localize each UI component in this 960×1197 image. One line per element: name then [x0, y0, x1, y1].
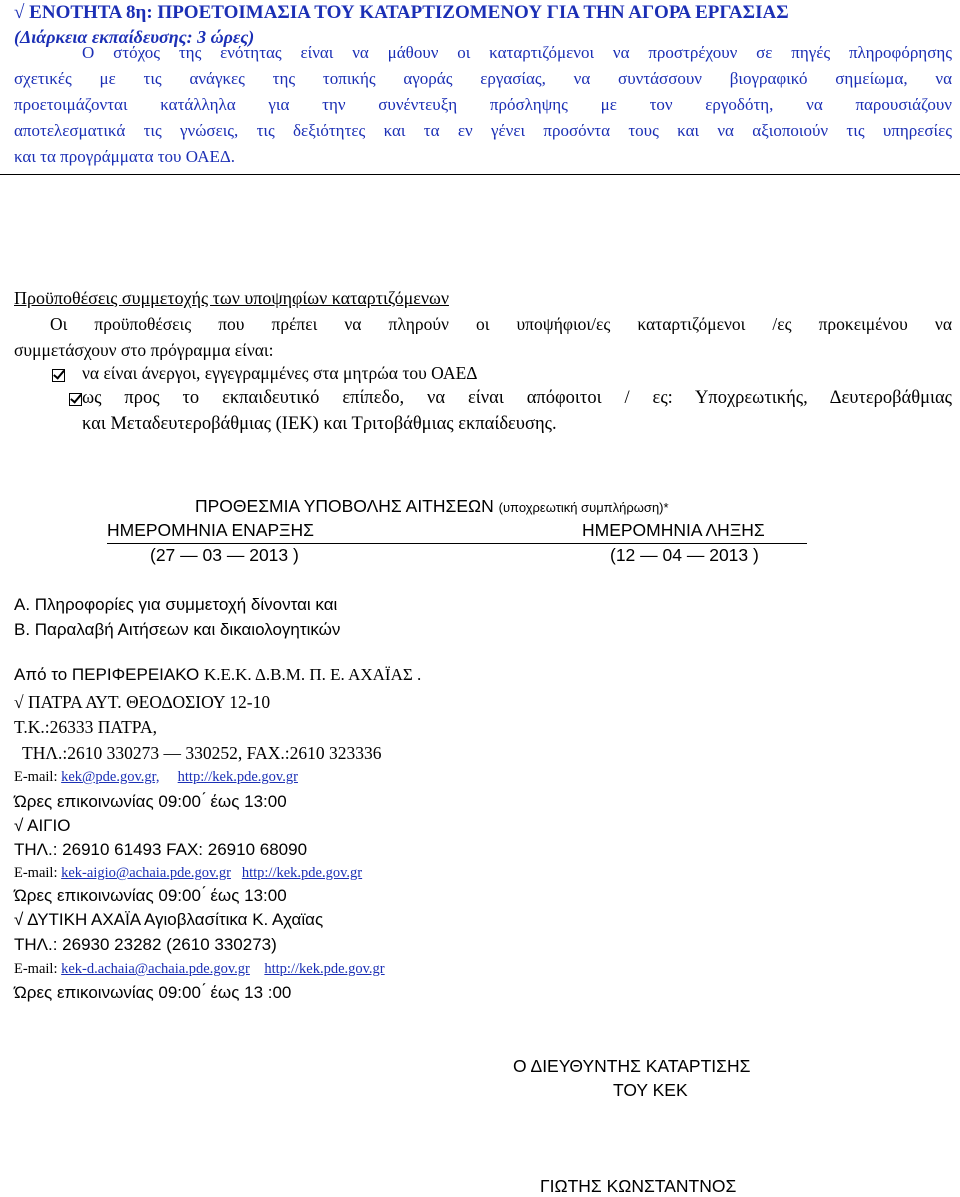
- aigio-title: √ ΑΙΓΙΟ: [14, 816, 71, 835]
- dytiki-web-link[interactable]: http://kek.pde.gov.gr: [264, 961, 385, 977]
- aigio-hours: Ώρες επικοινωνίας 09:00 ́ έως 13:00: [14, 886, 287, 905]
- requirements-heading: Προϋποθέσεις συμμετοχής των υποψηφίων καταρτιζόμενων: [14, 288, 449, 308]
- signature-role: ΤΟΥ ΚΕΚ: [613, 1080, 688, 1100]
- contact-from: [14, 665, 421, 685]
- requirements-intro: Οι προϋποθέσεις που πρέπει να πληρούν οι υποψήφιοι/ες καταρτιζόμενοι /ες προκειμένου να: [50, 314, 952, 334]
- requirement-item: ως προς το εκπαιδευτικό επίπεδο, να είναι απόφοιτοι / ες: Υποχρεωτικής, Δευτεροβάθμιας: [82, 388, 952, 408]
- info-line-b: Β. Παραλαβή Αιτήσεων και δικαιολογητικών: [14, 620, 341, 639]
- module-duration: (Διάρκεια εκπαίδευσης: 3 ώρες): [14, 27, 255, 47]
- objective-line: σχετικές με τις ανάγκες της τοπικής αγοράς εργασίας, να συντάσσουν βιογραφικό σημείωμα, να: [14, 69, 952, 88]
- aigio-email-link[interactable]: kek-aigio@achaia.pde.gov.gr: [61, 865, 231, 881]
- signature-role: Ο ΔΙΕΥΘΥΝΤΗΣ ΚΑΤΑΡΤΙΣΗΣ: [513, 1056, 751, 1076]
- patra-address: √ ΠΑΤΡΑ ΑΥΤ. ΘΕΟΔΟΣΙΟΥ 12-10: [14, 692, 271, 712]
- aigio-phones: ΤΗΛ.: 26910 61493 FAX: 26910 68090: [14, 840, 308, 859]
- deadline-title-text: ΠΡΟΘΕΣΜΙΑ ΥΠΟΒΟΛΗΣ ΑΙΤΗΣΕΩΝ: [195, 496, 494, 516]
- dytiki-title: √ ΔΥΤΙΚΗ ΑΧΑΪΑ Αγιοβλασίτικα Κ. Αχαϊας: [14, 910, 324, 929]
- start-date-label: ΗΜΕΡΟΜΗΝΙΑ ΕΝΑΡΞΗΣ: [107, 520, 314, 540]
- dytiki-email-link[interactable]: kek-d.achaia@achaia.pde.gov.gr: [61, 961, 250, 977]
- contact-from-prefix: Από το ΠΕΡΙΦΕΡΕΙΑΚΟ: [14, 665, 204, 684]
- info-line-a: Α. Πληροφορίες για συμμετοχή δίνονται και: [14, 595, 338, 614]
- requirement-item: να είναι άνεργοι, εγγεγραμμένες στα μητρώα του ΟΑΕΔ: [82, 363, 478, 383]
- patra-hours: Ώρες επικοινωνίας 09:00 ́ έως 13:00: [14, 792, 287, 811]
- deadline-divider: [107, 543, 807, 544]
- objective-line: Ο στόχος της ενότητας είναι να μάθουν οι καταρτιζόμενοι να προστρέχουν σε πηγές πληροφόρησης: [82, 43, 952, 62]
- checkbox-icon: [52, 369, 65, 382]
- module-header: [0, 0, 960, 175]
- aigio-web-link[interactable]: http://kek.pde.gov.gr: [241, 865, 363, 881]
- end-date-label: ΗΜΕΡΟΜΗΝΙΑ ΛΗΞΗΣ: [582, 520, 765, 540]
- start-date-value: (27 — 03 — 2013 ): [150, 545, 299, 565]
- signature-name: ΓΙΩΤΗΣ ΚΩΝΣΤΑΝΤΝΟΣ: [540, 1176, 737, 1196]
- email-label: E-mail:: [14, 769, 62, 785]
- deadline-title-note: (υποχρεωτική συμπλήρωση)*: [498, 500, 669, 515]
- checkbox-icon: [69, 393, 82, 406]
- patra-email-line: [14, 769, 298, 786]
- patra-web-link[interactable]: http://kek.pde.gov.gr: [177, 769, 298, 785]
- module-title: √ ΕΝΟΤΗΤΑ 8η: ΠΡΟΕΤΟΙΜΑΣΙΑ ΤΟΥ ΚΑΤΑΡΤΙΖΟΜΕΝΟΥ ΓΙΑ ΤΗΝ ΑΓΟΡΑ ΕΡΓΑΣΙΑΣ: [14, 2, 789, 23]
- email-label: E-mail:: [14, 961, 62, 977]
- contact-from-org: Κ.Ε.Κ. Δ.Β.Μ. Π. Ε. ΑΧΑΪΑΣ .: [203, 665, 422, 684]
- requirements-intro: συμμετάσχουν στο πρόγραμμα είναι:: [14, 340, 274, 360]
- dytiki-hours: Ώρες επικοινωνίας 09:00 ́ έως 13 :00: [14, 983, 292, 1002]
- dytiki-email-line: [14, 961, 385, 978]
- email-label: E-mail:: [14, 865, 62, 881]
- deadline-title: [195, 496, 669, 517]
- patra-postal: Τ.Κ.:26333 ΠΑΤΡΑ,: [14, 717, 157, 737]
- patra-phones: ΤΗΛ.:2610 330273 — 330252, FAX.:2610 323336: [22, 743, 382, 763]
- objective-line: προετοιμάζονται κατάλληλα για την συνέντευξη πρόσληψης με τον εργοδότη, να παρουσιάζουν: [14, 95, 952, 114]
- objective-line: αποτελεσματικά τις γνώσεις, τις δεξιότητες και τα εν γένει προσόντα τους και να αξιοποιούν τις υπηρεσίες: [14, 121, 952, 140]
- end-date-value: (12 — 04 — 2013 ): [610, 545, 759, 565]
- aigio-email-line: [14, 865, 362, 882]
- dytiki-phones: ΤΗΛ.: 26930 23282 (2610 330273): [14, 935, 277, 954]
- objective-line: και τα προγράμματα του ΟΑΕΔ.: [14, 147, 236, 166]
- patra-email-link[interactable]: kek@pde.gov.gr,: [61, 769, 160, 785]
- requirement-item: και Μεταδευτεροβάθμιας (ΙΕΚ) και Τριτοβάθμιας εκπαίδευσης.: [82, 414, 557, 434]
